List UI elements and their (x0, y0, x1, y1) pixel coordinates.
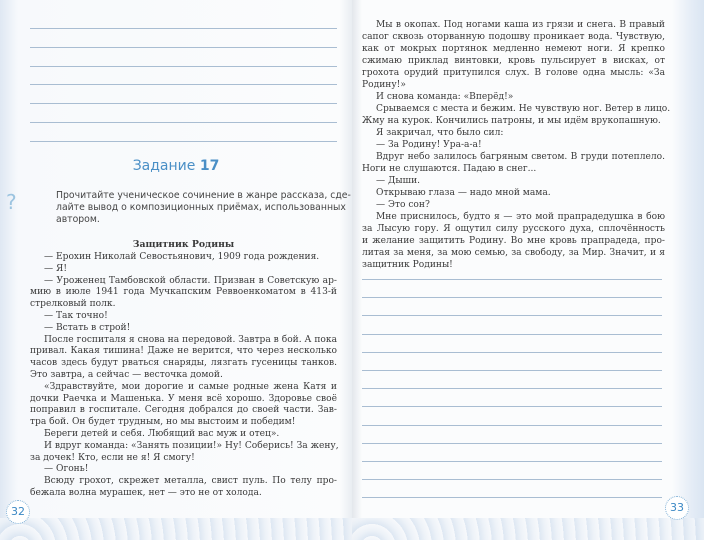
story-line: — За Родину! Ура-а-а! (376, 140, 482, 150)
story-line: Родину!» (362, 80, 406, 90)
answer-line[interactable] (30, 47, 337, 48)
story-line: Жму на курок. Кончились патроны, и мы идём врукопашную. (362, 116, 661, 126)
story-line: привал. Какая тишина! Даже не верится, что через несколько (30, 346, 337, 357)
story-line: Ноги не слушаются. Падаю в снег... (362, 164, 537, 174)
story-line: грохота орудий притупился слух. В голове одна мысль: «За (362, 68, 665, 78)
task-line: Прочитайте ученическое сочинение в жанре рассказа, сде- (56, 190, 351, 201)
story-line: поправил в госпитале. Сегодня добрался до своей части. Зав- (30, 405, 337, 416)
story-line: Я закричал, что было сил: (376, 128, 504, 138)
story-line: — Дыши. (376, 176, 421, 186)
answer-line[interactable] (362, 406, 662, 407)
story-line: После госпиталя я снова на передовой. Завтра в бой. А пока (44, 334, 337, 345)
right-page (352, 0, 704, 540)
answer-line[interactable] (362, 297, 662, 298)
story-line: и желание защитить Родину. Во мне кровь прапрадеда, про- (362, 236, 665, 246)
page-number: 33 (665, 496, 689, 520)
story-line: — Огонь! (44, 464, 89, 475)
story-line: Открываю глаза — надо мной мама. (376, 188, 551, 198)
story-line: бежала волна мурашек, нет — это не от холода. (30, 487, 262, 498)
story-line: И снова команда: «Вперёд!» (376, 92, 514, 102)
story-line: стрелковый полк. (30, 299, 116, 310)
answer-line[interactable] (30, 122, 337, 123)
story-line: сжимаю приклад винтовки, кровь пульсирует в висках, от (362, 56, 665, 66)
story-line: — Встать в строй! (44, 322, 131, 333)
page-number: 32 (6, 500, 30, 524)
story-text-left (30, 239, 337, 500)
story-title: Защитник Родины (132, 239, 235, 250)
answer-line[interactable] (362, 334, 662, 335)
answer-line[interactable] (362, 479, 662, 480)
question-mark-icon: ? (6, 190, 17, 214)
task-number: 17 (199, 158, 220, 174)
answer-line[interactable] (30, 66, 337, 67)
answer-line[interactable] (362, 352, 662, 353)
story-line: И вдруг команда: «Занять позиции!» Ну! Соберись! За жену, (44, 440, 339, 451)
story-line: Мы в окопах. Под ногами каша из грязи и снега. В правый (376, 20, 665, 30)
story-line: Вдруг небо залилось багряным светом. В груди потеплело. (376, 152, 665, 162)
story-line: за дочек! Кто, если не я! Я смогу! (30, 452, 195, 463)
answer-line[interactable] (362, 425, 662, 426)
story-line: Всюду грохот, скрежет металла, свист пуль. По телу про- (44, 476, 337, 487)
task-instructions (56, 189, 351, 225)
story-line: Это завтра, а сейчас — весточка домой. (30, 369, 223, 380)
story-line: — Я! (44, 263, 67, 274)
decorative-ornament (0, 518, 352, 540)
answer-line[interactable] (362, 370, 662, 371)
story-line: сапог сквозь оторванную подошву проникает вода. Чувствую, (362, 32, 665, 42)
answer-line[interactable] (362, 461, 662, 462)
story-line: Мне приснилось, будто я — это мой прапрадедушка в бою (376, 212, 665, 222)
story-line: как от мокрых портянок медленно немеют ноги. Я крепко (362, 44, 665, 54)
task-line: автором. (56, 213, 100, 225)
story-line: — Это сон? (376, 200, 430, 210)
task-heading-label: Задание (132, 158, 196, 174)
story-line: литая за меня, за мою семью, за свободу, за Мир. Значит, и я (362, 248, 665, 258)
story-text-right (362, 19, 671, 271)
story-line: Береги детей и себя. Любящий вас муж и отец». (44, 428, 280, 439)
task-heading (0, 158, 352, 174)
answer-line[interactable] (362, 315, 662, 316)
story-line: «Здравствуйте, мои дорогие и самые родные жена Катя и (44, 381, 337, 392)
answer-line[interactable] (30, 103, 337, 104)
story-line: Срываемся с места и бежим. Не чувствую ног. Ветер в лицо. (376, 104, 671, 114)
task-line: лайте вывод о композиционных приёмах, использованных (56, 201, 346, 213)
story-line: — Так точно! (44, 310, 108, 321)
story-line: часов здесь будут рваться снаряды, лязгать гусеницы танков. (30, 358, 337, 369)
story-line: — Уроженец Тамбовской области. Призван в Советскую ар- (44, 275, 337, 286)
story-line: за Лысую гору. Я ощутил силу русского духа, сплочённость (362, 224, 665, 234)
answer-line[interactable] (362, 497, 662, 498)
story-line: — Ерохин Николай Севостьянович, 1909 года рождения. (44, 252, 320, 262)
answer-line[interactable] (30, 28, 337, 29)
story-line: защитник Родины! (362, 260, 453, 270)
decorative-ornament (352, 518, 704, 540)
answer-line[interactable] (362, 388, 662, 389)
answer-line[interactable] (30, 141, 337, 142)
answer-line[interactable] (30, 84, 337, 85)
answer-line[interactable] (362, 279, 662, 280)
story-line: дочки Раечка и Машенька. У меня всё хорошо. Здоровье своё (30, 393, 337, 404)
story-line: тра бой. Он будет трудным, но мы выстоим и победим! (30, 417, 296, 428)
story-line: мию в июле 1941 года Мучкапским Реввоенкоматом в 413-й (30, 287, 337, 298)
answer-line[interactable] (362, 443, 662, 444)
